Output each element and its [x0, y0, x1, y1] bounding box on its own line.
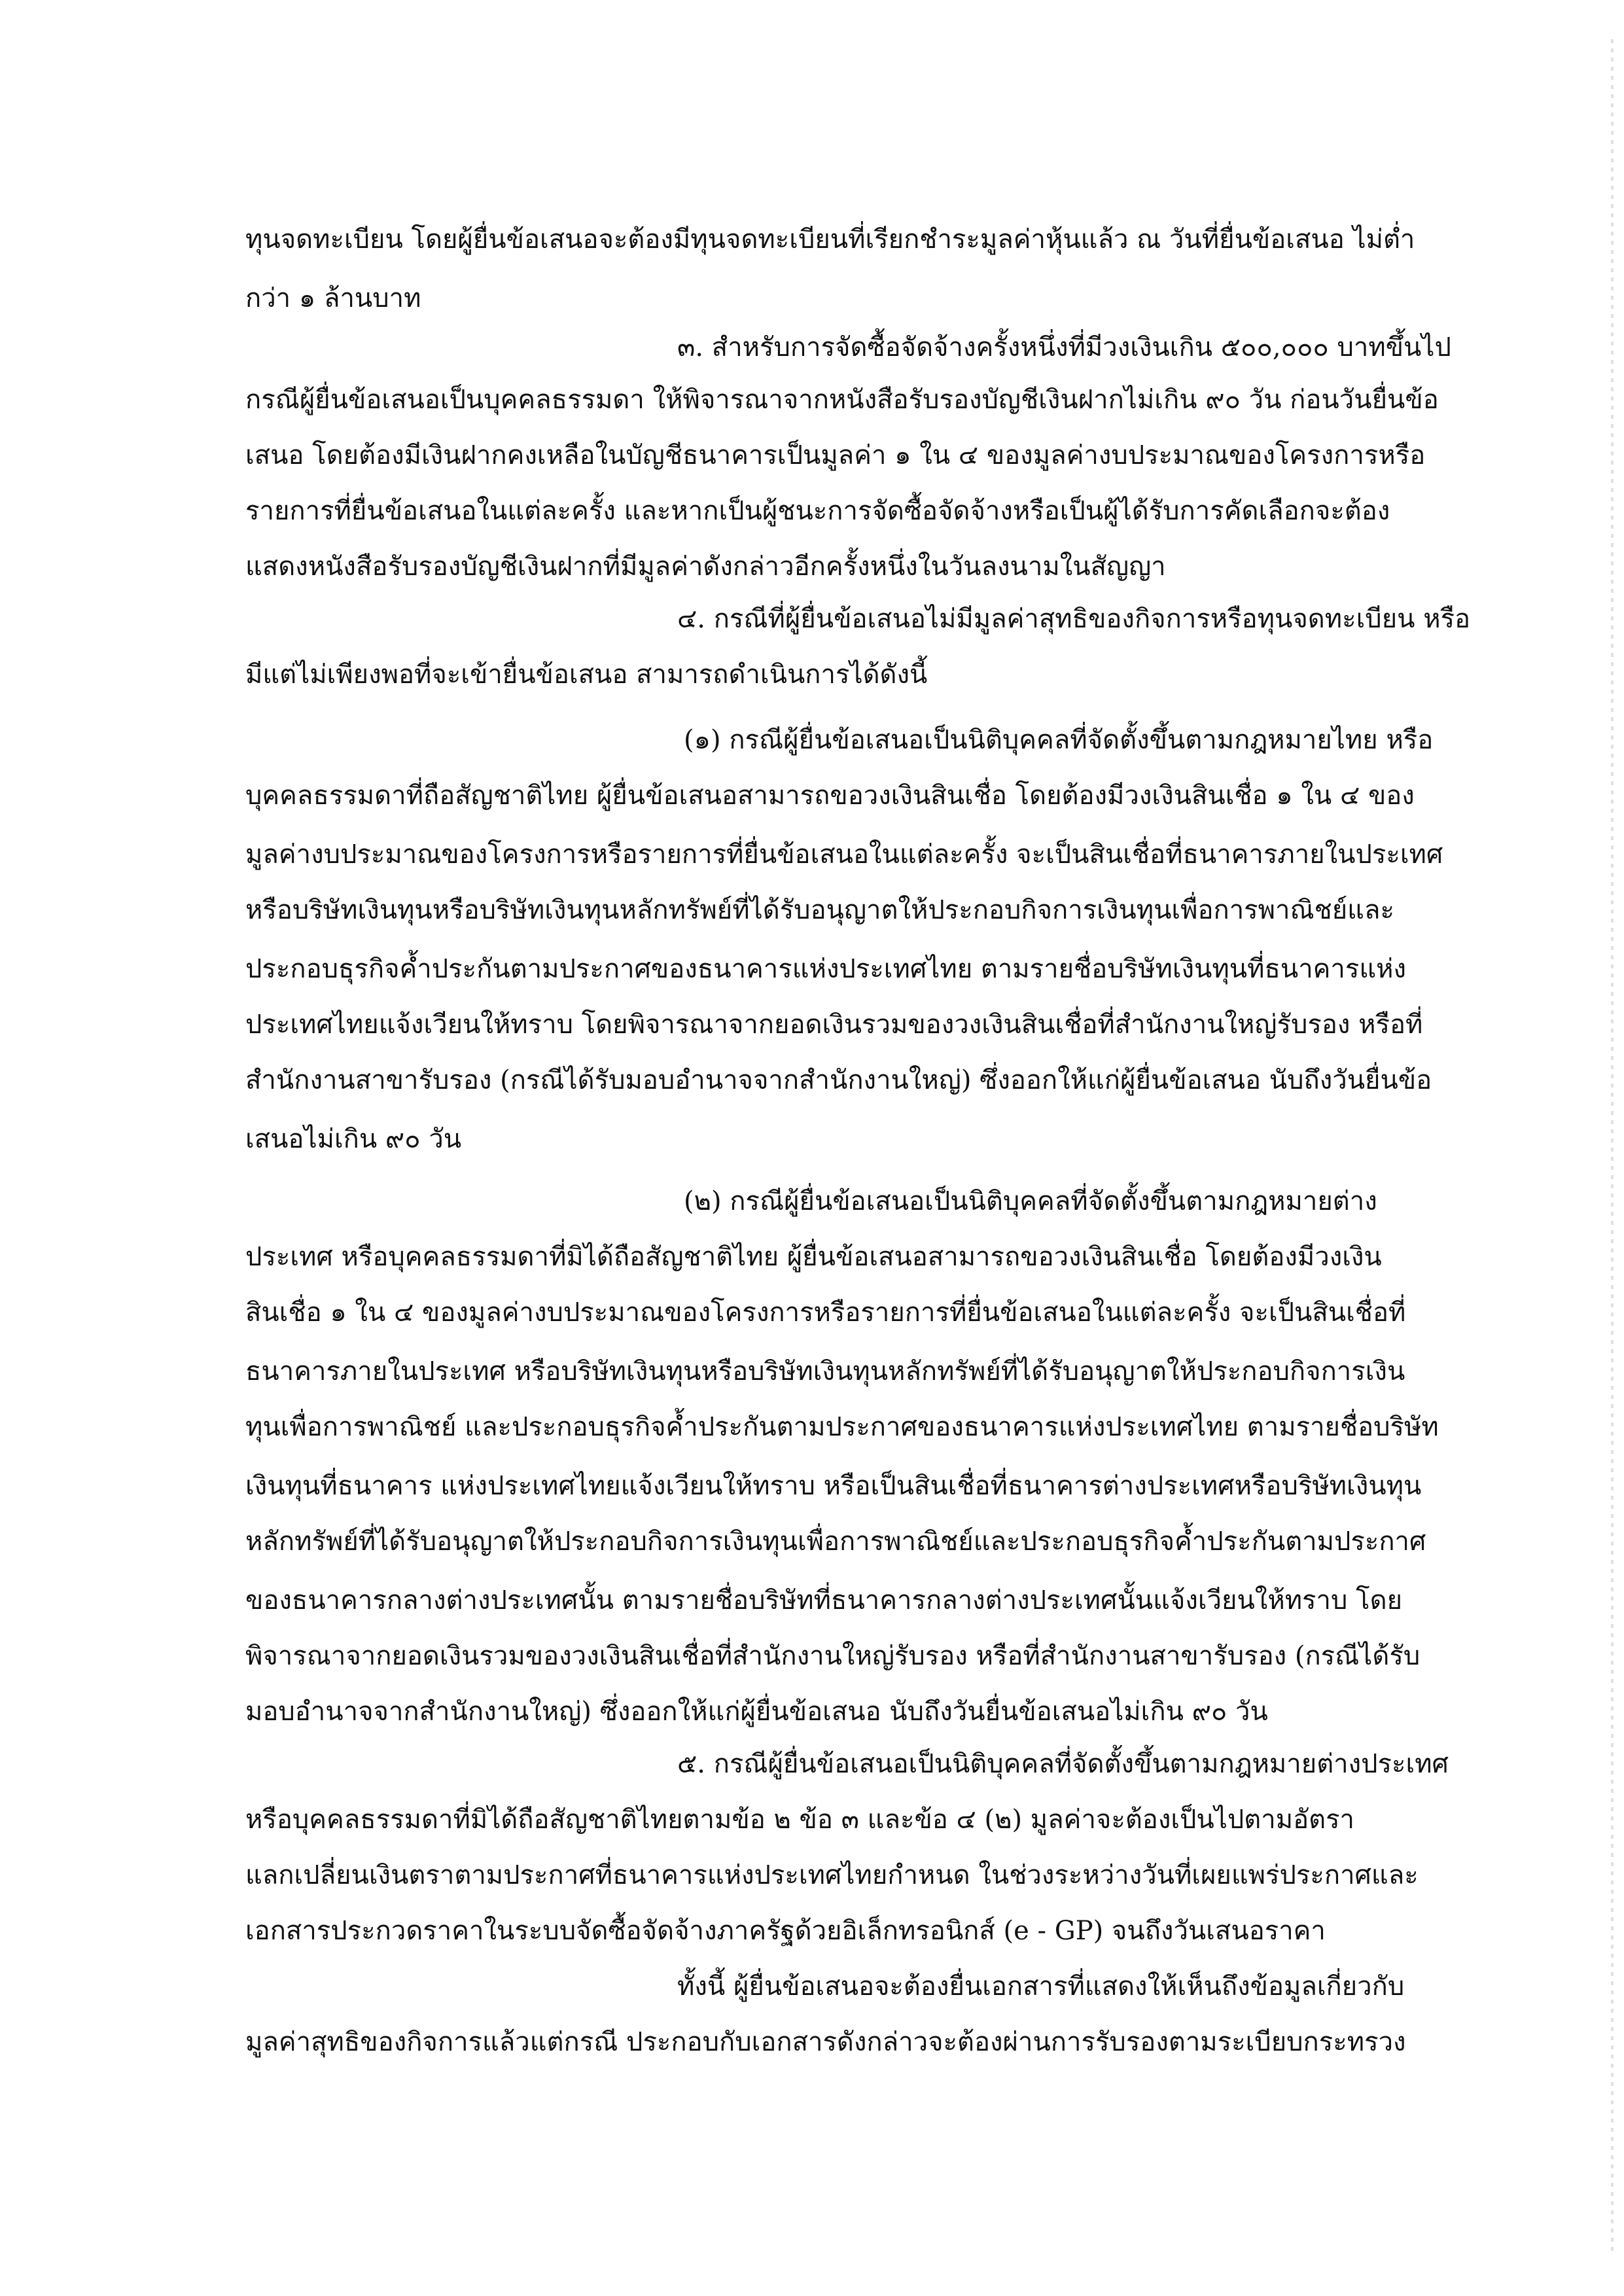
text-line: มอบอำนาจจากสำนักงานใหญ่) ซึ่งออกให้แก่ผู้ยื่นข้อเสนอ นับถึงวันยื่นข้อเสนอไม่เกิน ๙๐ วัน [245, 1697, 1268, 1727]
clause-4-2-heading: (๒) กรณีผู้ยื่นข้อเสนอเป็นนิติบุคคลที่จัดตั้งขึ้นตามกฎหมายต่าง [684, 1186, 1377, 1216]
clause-4-1-heading: (๑) กรณีผู้ยื่นข้อเสนอเป็นนิติบุคคลที่จัดตั้งขึ้นตามกฎหมายไทย หรือ [684, 725, 1434, 755]
text-line: เอกสารประกวดราคาในระบบจัดซื้อจัดจ้างภาครัฐด้วยอิเล็กทรอนิกส์ (e - GP) จนถึงวันเสนอราคา [245, 1916, 1326, 1946]
text-line: ประกอบธุรกิจค้ำประกันตามประกาศของธนาคารแห่งประเทศไทย ตามรายชื่อบริษัทเงินทุนที่ธนาคารแห่ง [245, 954, 1407, 984]
scan-edge-artifact [1611, 39, 1614, 2251]
text-line: บุคคลธรรมดาที่ถือสัญชาติไทย ผู้ยื่นข้อเสนอสามารถขอวงเงินสินเชื่อ โดยต้องมีวงเงินสินเชื่อ ๑ ใน ๔ ของ [245, 781, 1415, 811]
text-line: แลกเปลี่ยนเงินตราตามประกาศที่ธนาคารแห่งประเทศไทยกำหนด ในช่วงระหว่างวันที่เผยแพร่ประกาศและ [245, 1860, 1419, 1890]
closing-paragraph-heading: ทั้งนี้ ผู้ยื่นข้อเสนอจะต้องยื่นเอกสารที่แสดงให้เห็นถึงข้อมูลเกี่ยวกับ [677, 1971, 1405, 2002]
text-line: แสดงหนังสือรับรองบัญชีเงินฝากที่มีมูลค่าดังกล่าวอีกครั้งหนึ่งในวันลงนามในสัญญา [245, 552, 1166, 582]
section-3-heading: ๓. สำหรับการจัดซื้อจัดจ้างครั้งหนึ่งที่มีวงเงินเกิน ๕๐๐,๐๐๐ บาทขึ้นไป [677, 332, 1451, 362]
text-line: เงินทุนที่ธนาคาร แห่งประเทศไทยแจ้งเวียนให้ทราบ หรือเป็นสินเชื่อที่ธนาคารต่างประเทศหรือบริษัทเงินทุน [245, 1471, 1422, 1501]
text-line: เสนอ โดยต้องมีเงินฝากคงเหลือในบัญชีธนาคารเป็นมูลค่า ๑ ใน ๔ ของมูลค่างบประมาณของโครงการหรือ [245, 440, 1426, 470]
text-line: ทุนเพื่อการพาณิชย์ และประกอบธุรกิจค้ำประกันตามประกาศของธนาคารแห่งประเทศไทย ตามรายชื่อบริษัท [245, 1412, 1439, 1442]
text-line: มูลค่าสุทธิของกิจการแล้วแต่กรณี ประกอบกับเอกสารดังกล่าวจะต้องผ่านการรับรองตามระเบียบกระทรวง [245, 2027, 1406, 2057]
text-line: หลักทรัพย์ที่ได้รับอนุญาตให้ประกอบกิจการเงินทุนเพื่อการพาณิชย์และประกอบธุรกิจค้ำประกันตามประกาศ [245, 1527, 1426, 1557]
text-line: พิจารณาจากยอดเงินรวมของวงเงินสินเชื่อที่สำนักงานใหญ่รับรอง หรือที่สำนักงานสาขารับรอง (กรณีได้รับ [245, 1641, 1421, 1671]
text-line: ประเทศ หรือบุคคลธรรมดาที่มิได้ถือสัญชาติไทย ผู้ยื่นข้อเสนอสามารถขอวงเงินสินเชื่อ โดยต้องมีวงเงิน [245, 1242, 1382, 1272]
text-line: มูลค่างบประมาณของโครงการหรือรายการที่ยื่นข้อเสนอในแต่ละครั้ง จะเป็นสินเชื่อที่ธนาคารภายในประเทศ [245, 839, 1443, 870]
text-line: ธนาคารภายในประเทศ หรือบริษัทเงินทุนหรือบริษัทเงินทุนหลักทรัพย์ที่ได้รับอนุญาตให้ประกอบกิจการเงิน [245, 1356, 1405, 1386]
text-line: หรือบริษัทเงินทุนหรือบริษัทเงินทุนหลักทรัพย์ที่ได้รับอนุญาตให้ประกอบกิจการเงินทุนเพื่อการพาณิชย์และ [245, 895, 1394, 925]
text-line: กว่า ๑ ล้านบาท [245, 283, 421, 313]
text-line: สำนักงานสาขารับรอง (กรณีได้รับมอบอำนาจจากสำนักงานใหญ่) ซึ่งออกให้แก่ผู้ยื่นข้อเสนอ นับถึงวันยื่นข้อ [245, 1065, 1432, 1095]
text-line: ประเทศไทยแจ้งเวียนให้ทราบ โดยพิจารณาจากยอดเงินรวมของวงเงินสินเชื่อที่สำนักงานใหญ่รับรอง หรือที่ [245, 1010, 1423, 1040]
text-line: ของธนาคารกลางต่างประเทศนั้น ตามรายชื่อบริษัทที่ธนาคารกลางต่างประเทศนั้นแจ้งเวียนให้ทราบ โดย [245, 1585, 1403, 1616]
text-line: หรือบุคคลธรรมดาที่มิได้ถือสัญชาติไทยตามข้อ ๒ ข้อ ๓ และข้อ ๔ (๒) มูลค่าจะต้องเป็นไปตามอัตรา [245, 1805, 1355, 1835]
text-line: รายการที่ยื่นข้อเสนอในแต่ละครั้ง และหากเป็นผู้ชนะการจัดซื้อจัดจ้างหรือเป็นผู้ได้รับการคัดเลือกจะต้อง [245, 496, 1390, 526]
text-line: กรณีผู้ยื่นข้อเสนอเป็นบุคคลธรรมดา ให้พิจารณาจากหนังสือรับรองบัญชีเงินฝากไม่เกิน ๙๐ วัน ก่อนวันยื่นข้อ [245, 385, 1439, 415]
text-line: สินเชื่อ ๑ ใน ๔ ของมูลค่างบประมาณของโครงการหรือรายการที่ยื่นข้อเสนอในแต่ละครั้ง จะเป็นสินเชื่อที่ [245, 1298, 1406, 1328]
section-4-heading: ๔. กรณีที่ผู้ยื่นข้อเสนอไม่มีมูลค่าสุทธิของกิจการหรือทุนจดทะเบียน หรือ [677, 604, 1471, 634]
section-5-heading: ๕. กรณีผู้ยื่นข้อเสนอเป็นนิติบุคคลที่จัดตั้งขึ้นตามกฎหมายต่างประเทศ [677, 1749, 1449, 1779]
text-line: เสนอไม่เกิน ๙๐ วัน [245, 1124, 462, 1154]
text-line: ทุนจดทะเบียน โดยผู้ยื่นข้อเสนอจะต้องมีทุนจดทะเบียนที่เรียกชำระมูลค่าหุ้นแล้ว ณ วันที่ยื่นข้อเสนอ ไม่ต่ำ [245, 224, 1415, 255]
text-line: มีแต่ไม่เพียงพอที่จะเข้ายื่นข้อเสนอ สามารถดำเนินการได้ดังนี้ [245, 660, 928, 690]
